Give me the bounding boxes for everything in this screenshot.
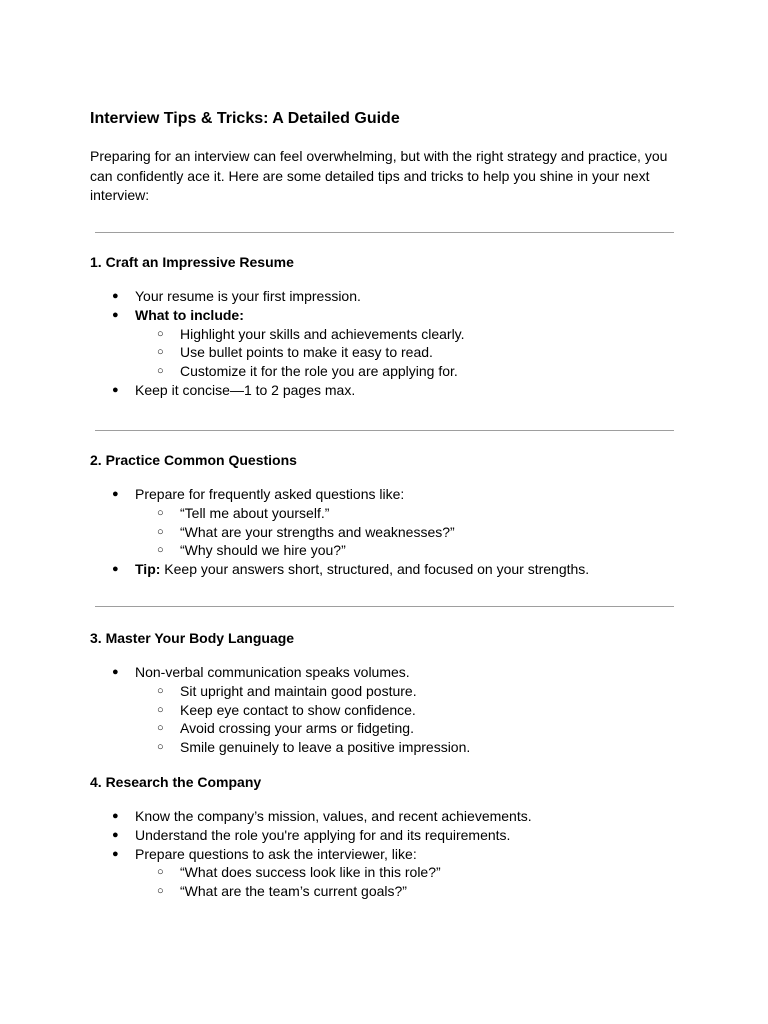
bullet-list	[90, 485, 680, 579]
section-research-company	[90, 773, 680, 901]
list-item	[90, 560, 680, 579]
sub-list-item	[135, 863, 680, 882]
section-heading: 1. Craft an Impressive Resume	[90, 254, 294, 270]
list-item-text: Keep your answers short, structured, and focused on your strengths.	[160, 561, 590, 578]
bullet-icon: ●	[112, 810, 119, 822]
sub-bullet-list	[135, 863, 680, 901]
sub-list-item	[135, 362, 680, 381]
sub-list-item	[135, 523, 680, 542]
bullet-icon: ●	[112, 290, 119, 302]
hollow-bullet-icon: ○	[157, 525, 164, 538]
bullet-icon: ●	[112, 383, 119, 396]
section-heading: 2. Practice Common Questions	[90, 452, 297, 468]
sub-list-item-text: Avoid crossing your arms or fidgeting.	[180, 720, 414, 737]
sub-list-item-text: “Why should we hire you?”	[180, 542, 346, 559]
list-item-text: Know the company’s mission, values, and recent achievements.	[135, 808, 532, 824]
list-item-text: Understand the role you're applying for and its requirements.	[135, 826, 511, 843]
intro-paragraph: Preparing for an interview can feel overwhelming, but with the right strategy and practice, you can confidently ace it. Here are some detailed tips and tricks to help you shine in your next interview:	[90, 148, 668, 203]
sub-bullet-list	[135, 504, 680, 560]
sub-list-item	[135, 738, 680, 757]
list-item	[90, 485, 680, 560]
hollow-bullet-icon: ○	[157, 866, 164, 879]
section-practice-questions	[90, 451, 680, 579]
section-heading: 3. Master Your Body Language	[90, 630, 295, 646]
sub-list-item	[135, 882, 680, 901]
bullet-icon: ●	[112, 563, 119, 576]
list-item	[90, 381, 680, 400]
list-item-label: Tip:	[135, 561, 161, 578]
sub-list-item-text: “What are the team’s current goals?”	[180, 883, 407, 900]
bullet-list	[90, 287, 680, 400]
bullet-icon: ●	[112, 666, 119, 678]
list-item	[90, 845, 680, 901]
document-title: Interview Tips & Tricks: A Detailed Guide	[90, 110, 400, 127]
sub-list-item	[135, 504, 680, 523]
sub-list-item-text: Smile genuinely to leave a positive impression.	[180, 739, 471, 756]
bullet-list	[90, 663, 680, 757]
sub-list-item	[135, 701, 680, 720]
hollow-bullet-icon: ○	[157, 346, 164, 359]
sub-list-item-text: Highlight your skills and achievements clearly.	[180, 325, 465, 342]
list-item-label: What to include:	[135, 306, 244, 323]
bullet-icon: ●	[112, 488, 119, 500]
sub-list-item	[135, 541, 680, 560]
list-item	[90, 807, 680, 826]
sub-list-item	[135, 343, 680, 362]
hollow-bullet-icon: ○	[157, 544, 164, 557]
sub-list-item	[135, 682, 680, 701]
sub-list-item-text: “What does success look like in this role?”	[180, 864, 441, 881]
sub-list-item-text: Use bullet points to make it easy to read.	[180, 344, 433, 361]
hollow-bullet-icon: ○	[157, 327, 164, 340]
sub-bullet-list	[135, 325, 680, 381]
list-item-text: Prepare questions to ask the interviewer, like:	[135, 845, 417, 862]
section-craft-resume	[90, 253, 680, 400]
sub-list-item	[135, 719, 680, 738]
hollow-bullet-icon: ○	[157, 506, 164, 519]
list-item-text: Keep it concise—1 to 2 pages max.	[135, 381, 356, 398]
sub-list-item-text: “Tell me about yourself.”	[180, 504, 330, 521]
bullet-icon: ●	[112, 828, 119, 841]
bullet-list	[90, 807, 680, 901]
hollow-bullet-icon: ○	[157, 703, 164, 716]
section-divider	[95, 232, 674, 233]
hollow-bullet-icon: ○	[157, 684, 164, 697]
hollow-bullet-icon: ○	[157, 722, 164, 735]
list-item-text: Your resume is your first impression.	[135, 288, 361, 304]
sub-list-item-text: “What are your strengths and weaknesses?”	[180, 523, 455, 540]
list-item	[90, 826, 680, 845]
section-divider	[95, 430, 674, 431]
bullet-icon: ●	[112, 847, 119, 860]
sub-bullet-list	[135, 682, 680, 757]
section-body-language	[90, 629, 680, 757]
sub-list-item-text: Keep eye contact to show confidence.	[180, 701, 416, 718]
list-item	[90, 663, 680, 757]
sub-list-item	[135, 325, 680, 344]
list-item-text: Prepare for frequently asked questions like:	[135, 486, 405, 502]
hollow-bullet-icon: ○	[157, 365, 164, 378]
hollow-bullet-icon: ○	[157, 885, 164, 898]
bullet-icon: ●	[112, 308, 119, 321]
list-item	[90, 287, 680, 306]
section-heading: 4. Research the Company	[90, 774, 262, 790]
section-divider	[95, 606, 674, 607]
hollow-bullet-icon: ○	[157, 741, 164, 754]
list-item	[90, 306, 680, 381]
sub-list-item-text: Sit upright and maintain good posture.	[180, 682, 417, 699]
list-item-text: Non-verbal communication speaks volumes.	[135, 664, 410, 680]
sub-list-item-text: Customize it for the role you are applying for.	[180, 363, 458, 380]
